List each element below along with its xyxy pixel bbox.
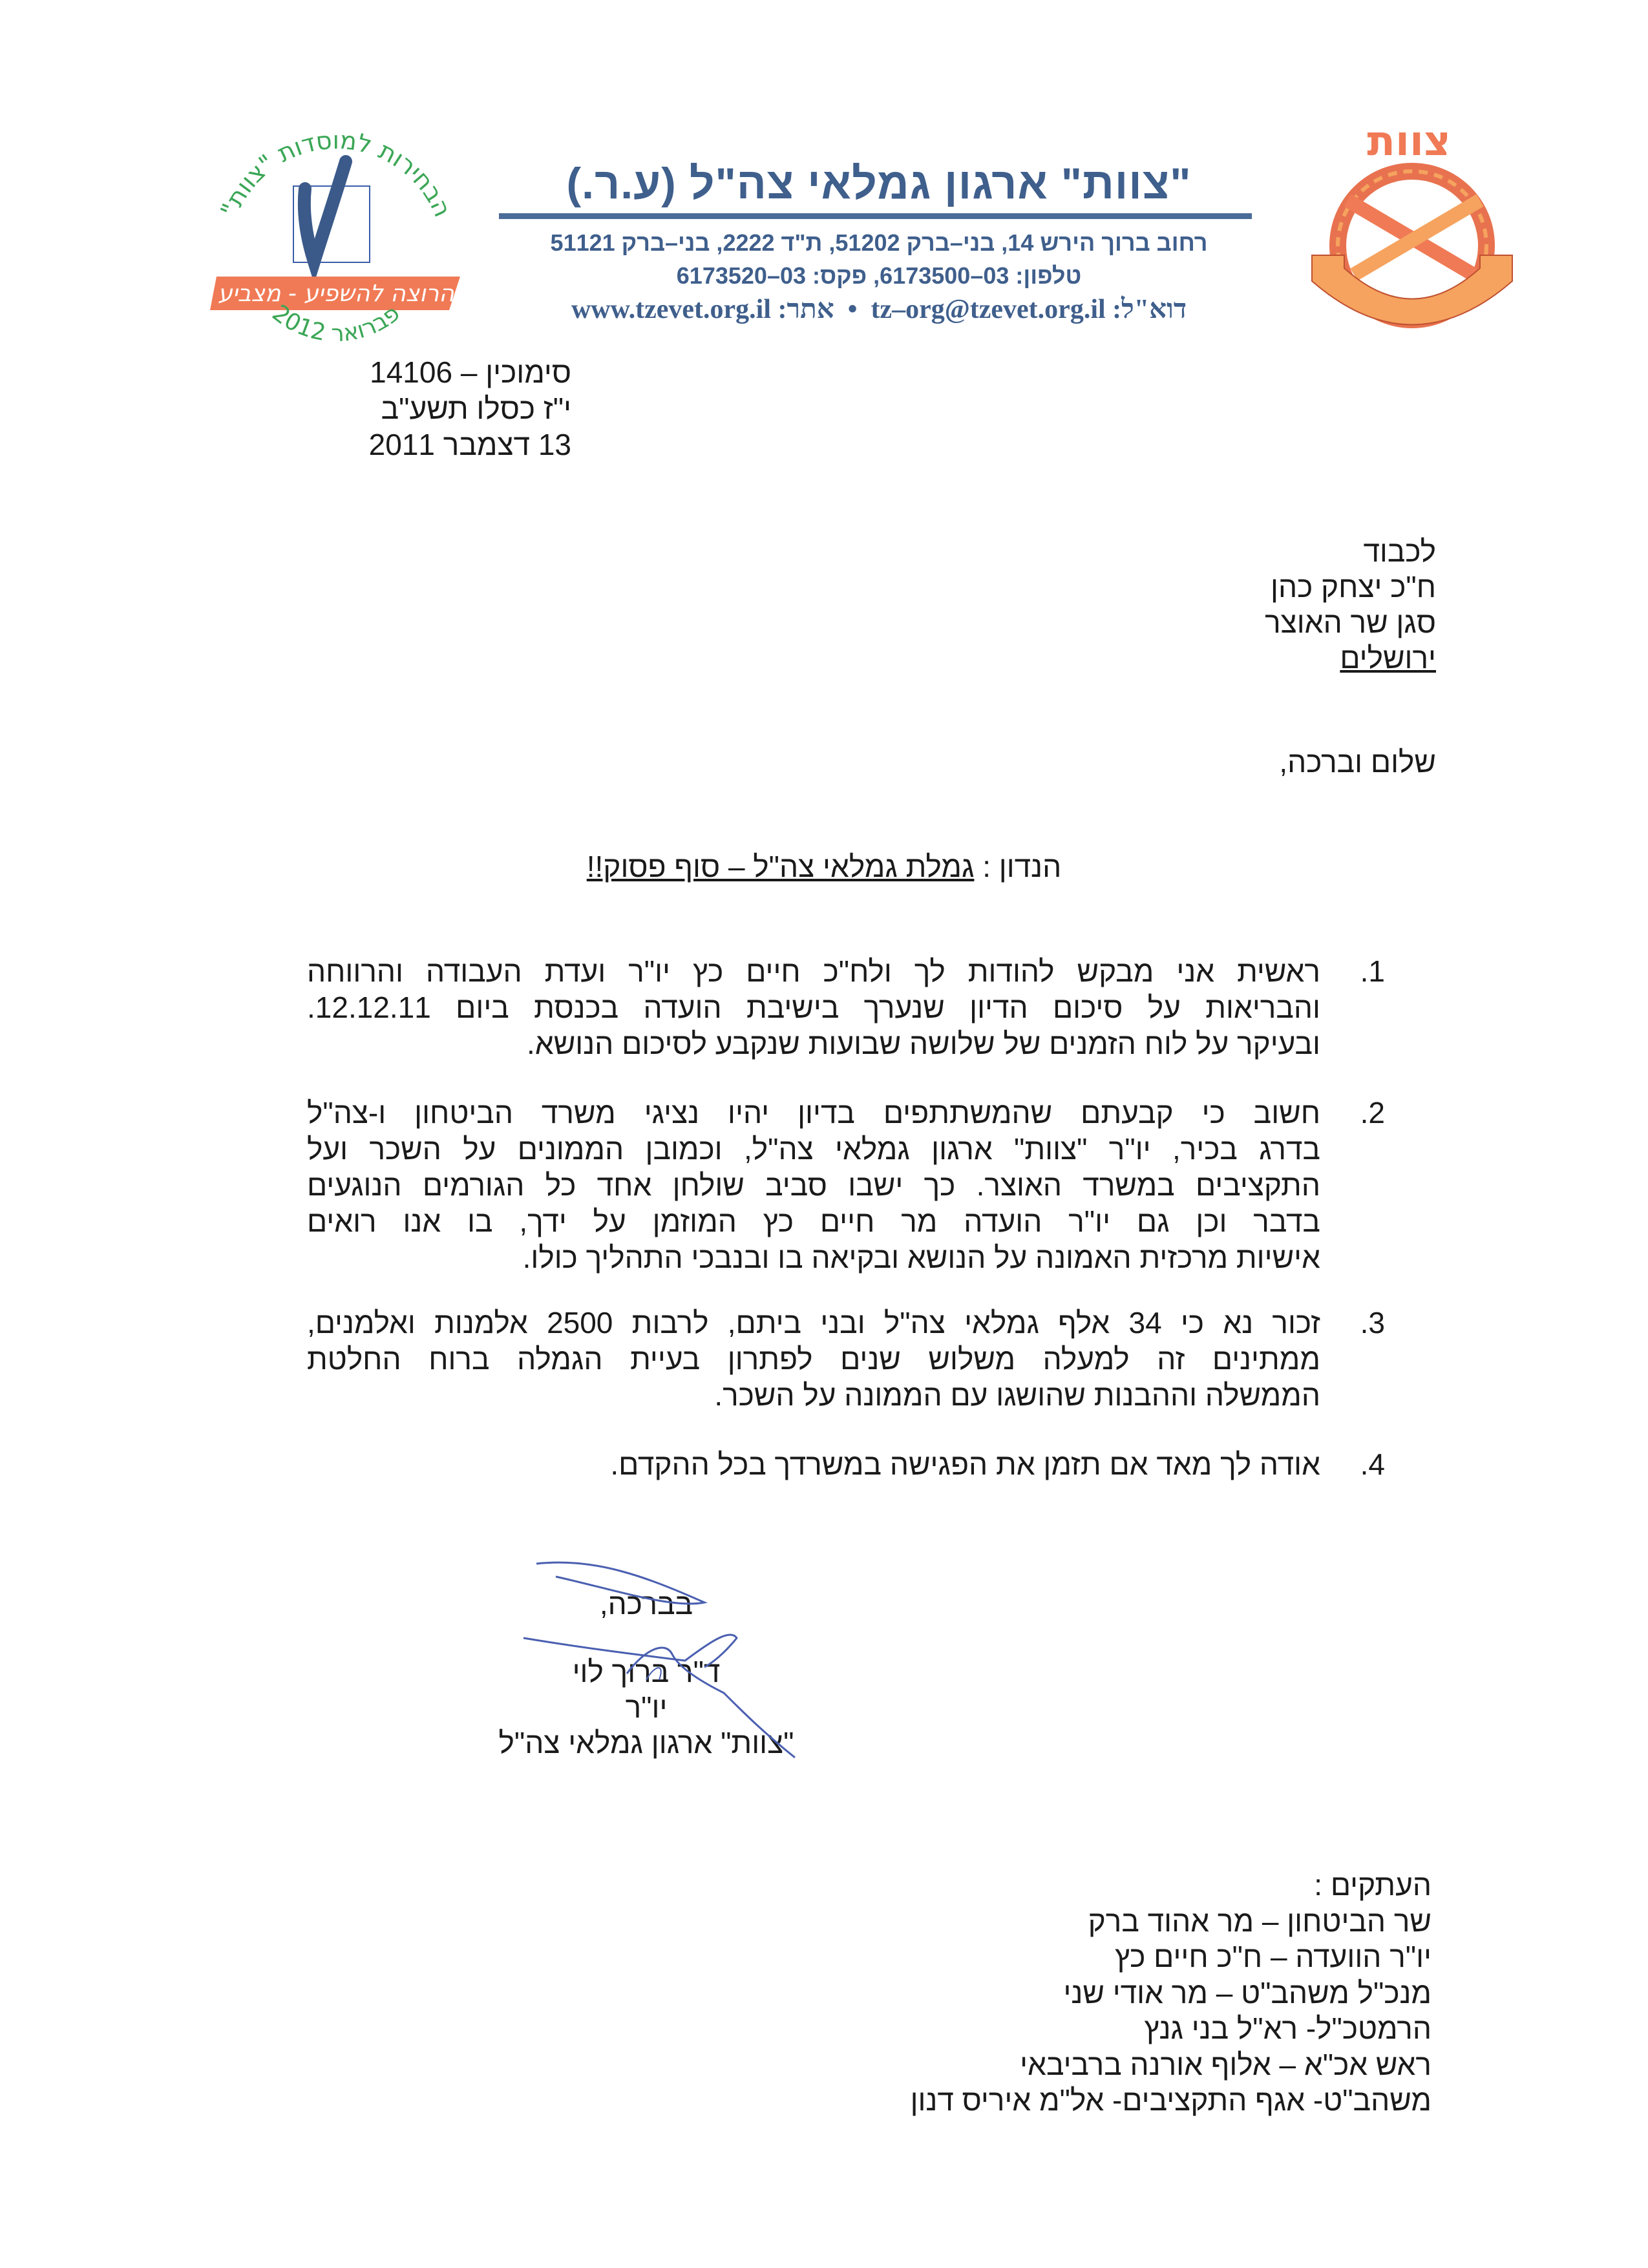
header-divider (499, 213, 1252, 219)
copy-recipient: יו"ר הוועדה – ח"כ חיים כץ (1115, 1940, 1431, 1973)
header-address: רחוב ברוך הירש 14, בני–ברק 51202, ת"ד 2222, בני–ברק 51121 (550, 229, 1208, 256)
copy-recipient: שר הביטחון – מר אהוד ברק (1088, 1904, 1431, 1938)
item-line: ממתינים זה למעלה משלוש שנים לפתרון בעיית הגמלה ברוח החלטת (307, 1342, 1320, 1376)
emblem-title: צוות (1367, 118, 1451, 165)
checkmark-ballot-icon (194, 116, 478, 362)
gregorian-date: 13 דצמבר 2011 (368, 428, 571, 461)
header-phone-fax: טלפון: 03–6173500, פקס: 03–6173520 (676, 262, 1082, 289)
item-line: התקציבים במשרד האוצר. כך ישבו סביב שולחן אחד כל הגורמים הנוגעים (307, 1168, 1320, 1202)
greeting: שלום וברכה, (1279, 745, 1436, 779)
item-line: ובעיקר על לוח הזמנים של שלושה שבועות שנקבע לסיכום הנושא. (527, 1027, 1320, 1060)
signer-role: יו"ר (625, 1690, 668, 1724)
recipient-block (1265, 534, 1436, 676)
copy-recipient: הרמטכ"ל- רא"ל בני גנץ (1144, 2011, 1431, 2045)
email-link[interactable]: tz–org@tzevet.org.il (871, 295, 1106, 324)
subject-label: הנדון : (982, 850, 1062, 883)
tzevet-emblem (1286, 116, 1538, 362)
recipient-salutation: לכבוד (1363, 534, 1436, 568)
crossed-swords-wreath-icon (1286, 116, 1538, 362)
item-line: בדבר וכן גם יו"ר הועדה מר חיים כץ המוזמן על ידך, בו אנו רואים (307, 1204, 1320, 1238)
item-number: 1. (1360, 954, 1385, 988)
item-line: חשוב כי קבעתם שהמשתתפים בדיון יהיו נציגי משרד הביטחון ו-צה"ל (307, 1096, 1320, 1129)
site-label: אתר: (777, 295, 834, 324)
signer-name: ד"ר ברוך לוי (572, 1655, 721, 1688)
org-title: "צוות" ארגון גמלאי צה"ל (ע.ר.) (566, 159, 1192, 208)
elections-logo (194, 116, 478, 362)
recipient-title: סגן שר האוצר (1265, 605, 1436, 639)
copies-block (911, 1867, 1431, 2119)
reference-number: סימוכין – 14106 (370, 355, 571, 389)
item-line: בדרג בכיר, יו"ר "צוות" ארגון גמלאי צה"ל, וכמובן הממונים על השכר ועל (307, 1132, 1320, 1166)
copy-recipient: ראש אכ"א – אלוף אורנה ברביבאי (1020, 2047, 1431, 2081)
subject-line (0, 849, 1648, 884)
item-number: 2. (1360, 1096, 1385, 1129)
email-label: דוא"ל: (1112, 295, 1187, 324)
logo-banner-text: הרוצה להשפיע - מצביע (218, 280, 454, 307)
sign-off: בברכה, (599, 1587, 693, 1621)
header-contact (491, 294, 1267, 325)
site-link[interactable]: www.tzevet.org.il (571, 295, 772, 324)
item-line: הממשלה וההבנות שהושגו עם הממונה על השכר. (714, 1378, 1320, 1412)
item-line: אודה לך מאד אם תזמן את הפגישה במשרדך בכל ההקדם. (610, 1447, 1320, 1481)
hebrew-date: י"ז כסלו תשע"ב (381, 392, 571, 425)
subject-text: גמלת גמלאי צה"ל – סוף פסוק!! (586, 850, 975, 883)
item-line: זכור נא כי 34 אלף גמלאי צה"ל ובני ביתם, לרבות 2500 אלמנות ואלמנים, (307, 1306, 1320, 1339)
recipient-city: ירושלים (1340, 641, 1436, 675)
copy-recipient: מנכ"ל משהב"ט – מר אודי שני (1063, 1975, 1431, 2010)
item-line: והבריאות על סיכום הדיון שנערך בישיבת הועדה בכנסת ביום 12.12.11. (307, 991, 1320, 1024)
logo-arc-text: הבחירות למוסדות "צוות" (215, 125, 458, 222)
date-block (369, 354, 571, 463)
item-number: 3. (1360, 1306, 1385, 1339)
copies-label: העתקים : (1314, 1868, 1431, 1902)
bullet: • (841, 295, 864, 324)
recipient-name: ח"כ יצחק כהן (1271, 570, 1436, 604)
item-line: ראשית אני מבקש להודות לך ולח"כ חיים כץ יו"ר ועדת העבודה והרווחה (307, 954, 1320, 988)
copy-recipient: משהב"ט- אגף התקציבים- אל"מ איריס דנון (910, 2083, 1431, 2117)
item-line: אישיות מרכזית האמונה על הנושא ובקיאה בו ובנבכי התהליך כולו. (522, 1241, 1320, 1274)
logo-date-text: פברואר 2012 (267, 300, 405, 348)
signer-org: "צוות" ארגון גמלאי צה"ל (498, 1726, 794, 1759)
item-number: 4. (1360, 1447, 1385, 1481)
handwritten-signature (517, 1551, 840, 1796)
